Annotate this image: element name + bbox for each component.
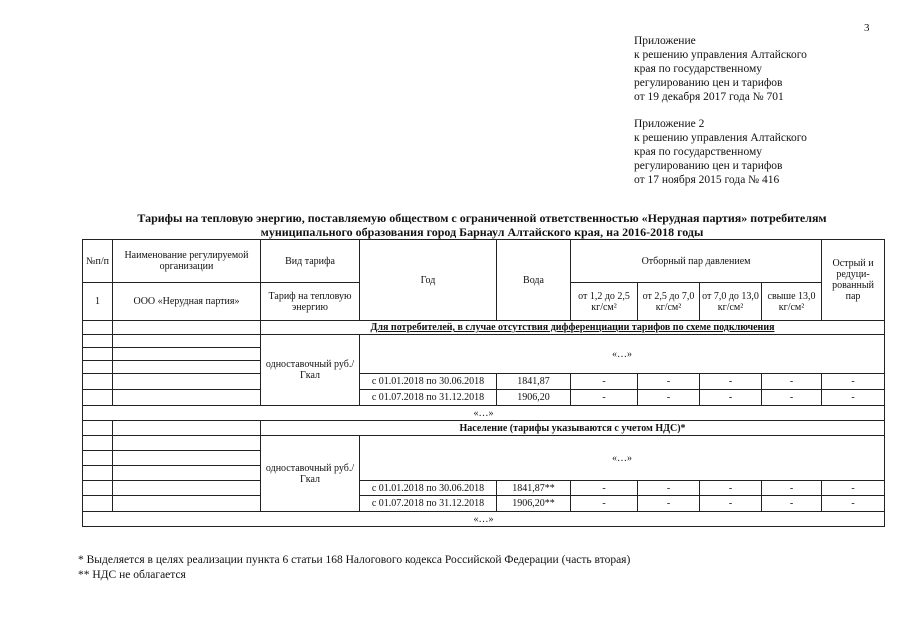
ellipsis-row: «…»	[83, 512, 885, 527]
appendix-line: регулированию цен и тарифов	[634, 77, 783, 89]
water-cell: 1906,20	[497, 390, 571, 406]
footnotes	[78, 553, 630, 583]
ellipsis-row: «…»	[83, 406, 885, 421]
appendix-2-block	[634, 117, 807, 187]
header-steam-2: от 2,5 до 7,0 кг/см²	[638, 283, 700, 321]
appendix-line: Приложение	[634, 35, 696, 47]
header-year: Год	[360, 240, 497, 321]
header-org: Наименование регулируемой организации	[113, 240, 261, 283]
table-row	[83, 496, 885, 512]
value-cell: -	[571, 481, 638, 496]
org-row-num: 1	[83, 283, 113, 321]
section-title: Для потребителей, в случае отсутствия дифференциации тарифов по схеме подключения	[261, 321, 885, 335]
value-cell: -	[762, 481, 822, 496]
value-cell: -	[700, 374, 762, 390]
header-tariff-type: Вид тарифа	[261, 240, 360, 283]
appendix-line: от 17 ноября 2015 года № 416	[634, 174, 780, 186]
value-cell: -	[638, 481, 700, 496]
water-cell: 1841,87**	[497, 481, 571, 496]
title-line-2: муниципального образования город Барнаул Алтайского края, на 2016-2018 годы	[260, 225, 704, 239]
appendix-line: к решению управления Алтайского	[634, 49, 807, 61]
value-cell: -	[638, 496, 700, 512]
section-ellipsis: «…»	[360, 436, 885, 481]
value-cell: -	[822, 374, 885, 390]
period-cell: с 01.07.2018 по 31.12.2018	[360, 496, 497, 512]
appendix-line: к решению управления Алтайского	[634, 132, 807, 144]
title-line-1: Тарифы на тепловую энергию, поставляемую обществом с ограниченной ответственностью «Нерудная партия» потребителям	[137, 211, 827, 225]
table-row	[83, 481, 885, 496]
value-cell: -	[638, 374, 700, 390]
period-cell: с 01.01.2018 по 30.06.2018	[360, 481, 497, 496]
header-sharp-steam: Острый и редуци-рованный пар	[822, 240, 885, 321]
page-number: 3	[864, 22, 870, 34]
header-steam-4: свыше 13,0 кг/см²	[762, 283, 822, 321]
value-cell: -	[822, 390, 885, 406]
table-row	[83, 374, 885, 390]
value-cell: -	[571, 374, 638, 390]
appendix-line: края по государственному	[634, 63, 762, 75]
org-row-tariff: Тариф на тепловую энергию	[261, 283, 360, 321]
value-cell: -	[571, 496, 638, 512]
appendix-line: регулированию цен и тарифов	[634, 160, 783, 172]
section-ellipsis: «…»	[360, 335, 885, 374]
document-title	[80, 211, 884, 239]
water-cell: 1906,20**	[497, 496, 571, 512]
water-cell: 1841,87	[497, 374, 571, 390]
value-cell: -	[762, 496, 822, 512]
header-steam-3: от 7,0 до 13,0 кг/см²	[700, 283, 762, 321]
footnote-1: * Выделяется в целях реализации пункта 6 статьи 168 Налогового кодекса Российской Федерации (часть вторая)	[78, 554, 631, 566]
header-water: Вода	[497, 240, 571, 321]
header-steam: Отборный пар давлением	[571, 240, 822, 283]
value-cell: -	[571, 390, 638, 406]
header-steam-1: от 1,2 до 2,5 кг/см²	[571, 283, 638, 321]
value-cell: -	[638, 390, 700, 406]
appendix-1-block	[634, 34, 807, 104]
tariff-label: одноставочный руб./Гкал	[261, 436, 360, 512]
appendix-line: Приложение 2	[634, 118, 705, 130]
appendix-line: от 19 декабря 2017 года № 701	[634, 91, 784, 103]
section-title: Население (тарифы указываются с учетом НДС)*	[261, 421, 885, 436]
value-cell: -	[762, 374, 822, 390]
header-num: №п/п	[83, 240, 113, 283]
value-cell: -	[700, 496, 762, 512]
value-cell: -	[700, 390, 762, 406]
period-cell: с 01.01.2018 по 30.06.2018	[360, 374, 497, 390]
value-cell: -	[762, 390, 822, 406]
appendix-line: края по государственному	[634, 146, 762, 158]
value-cell: -	[822, 496, 885, 512]
tariff-table	[82, 239, 885, 527]
value-cell: -	[822, 481, 885, 496]
org-row-name: ООО «Нерудная партия»	[113, 283, 261, 321]
period-cell: с 01.07.2018 по 31.12.2018	[360, 390, 497, 406]
value-cell: -	[700, 481, 762, 496]
footnote-2: ** НДС не облагается	[78, 569, 186, 581]
table-row	[83, 390, 885, 406]
tariff-label: одноставочный руб./Гкал	[261, 335, 360, 406]
